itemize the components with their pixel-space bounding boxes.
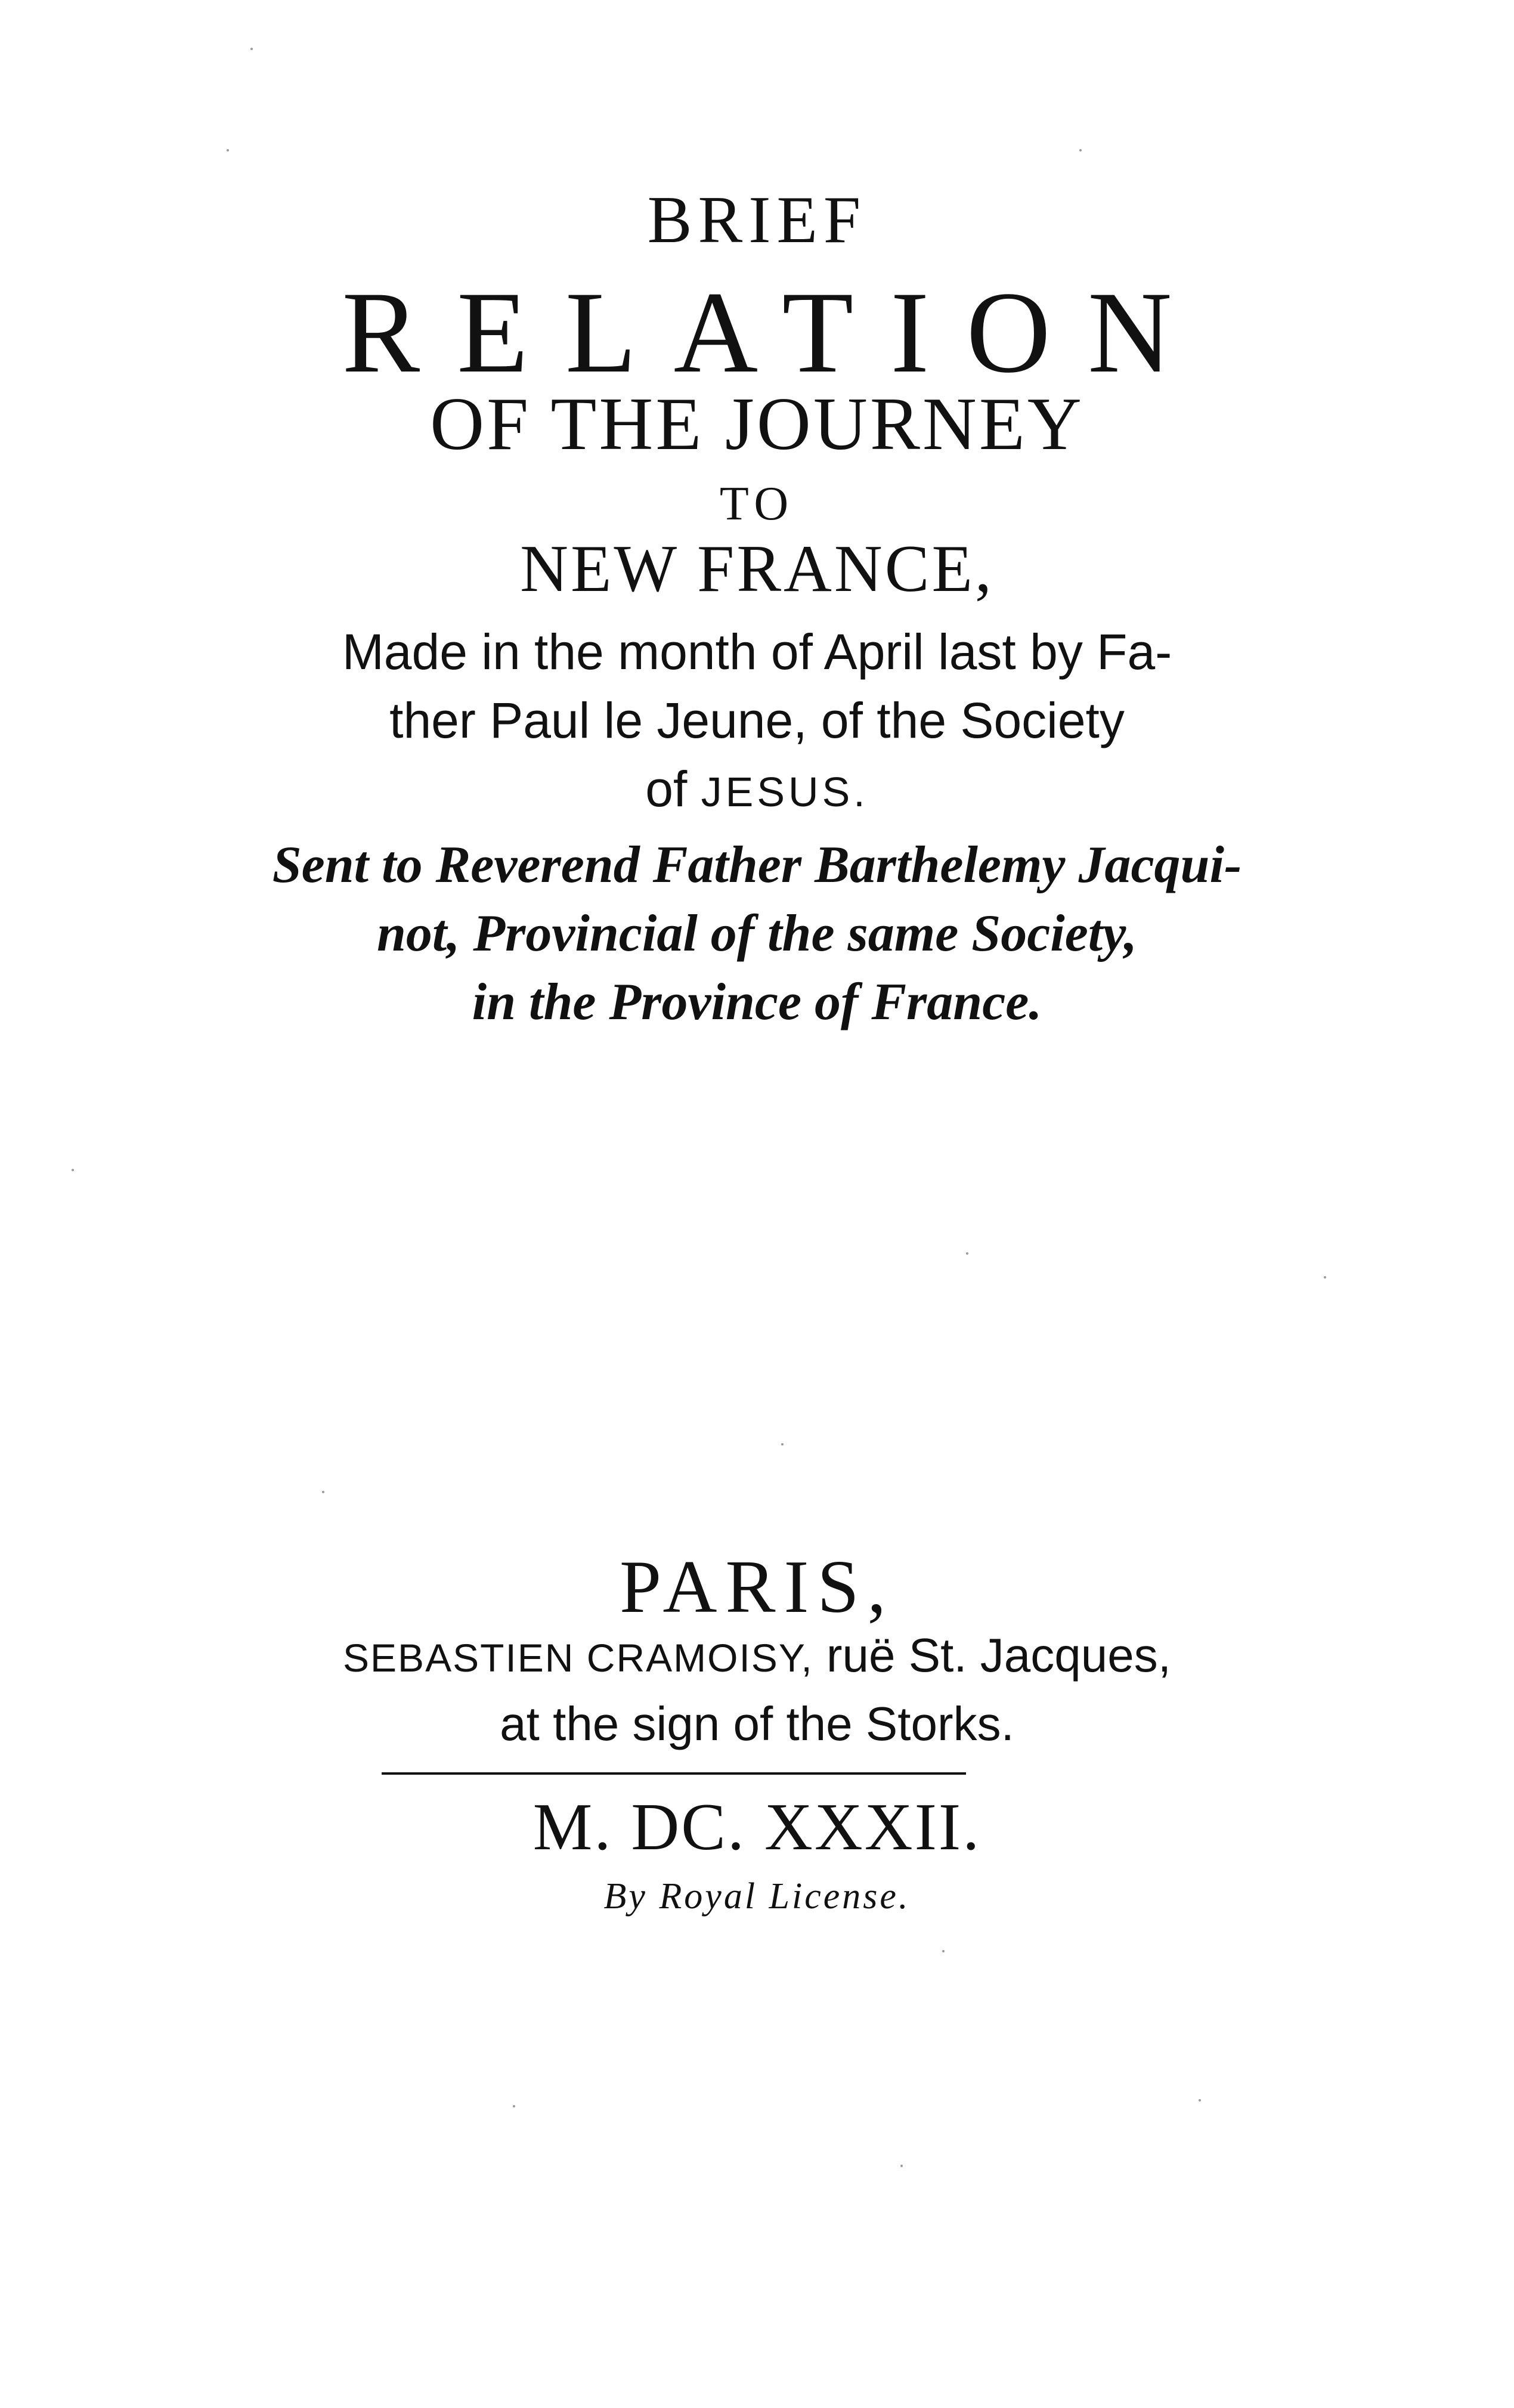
dedication-line-3: in the Province of France. <box>472 973 1042 1031</box>
imprint-year: M. DC. XXXII. <box>532 1790 982 1864</box>
imprint-license: By Royal License. <box>603 1876 911 1917</box>
subtitle-line-3-prefix: of <box>645 761 701 817</box>
title-new-france: NEW FRANCE, <box>520 532 994 606</box>
scan-speck <box>72 1169 74 1171</box>
publisher-name: SEBASTIEN CRAMOISY, <box>343 1636 813 1680</box>
scan-speck <box>250 48 253 50</box>
jesus-text: JESUS. <box>701 769 869 815</box>
imprint-city: PARIS, <box>619 1546 895 1629</box>
title-relation: RELATION <box>342 268 1209 397</box>
publisher-address: ruë St. Jacques, <box>813 1629 1171 1682</box>
scan-speck <box>1079 149 1082 151</box>
subtitle-line-3 <box>0 760 1514 818</box>
jesus-small-caps <box>701 769 869 815</box>
scan-speck <box>513 2105 515 2107</box>
scan-speck <box>966 1252 968 1255</box>
horizontal-rule <box>382 1772 966 1775</box>
subtitle-line-1: Made in the month of April last by Fa- <box>342 624 1172 680</box>
scan-speck <box>942 1950 945 1952</box>
scan-speck <box>227 149 229 151</box>
subtitle-line-2: ther Paul le Jeune, of the Society <box>389 692 1125 748</box>
scan-speck <box>1324 1276 1326 1279</box>
dedication-line-1: Sent to Reverend Father Barthelemy Jacqui- <box>272 836 1242 894</box>
scan-speck <box>322 1491 324 1493</box>
scan-speck <box>1199 2099 1201 2101</box>
title-brief: BRIEF <box>647 183 867 257</box>
scan-speck <box>900 2165 903 2167</box>
title-to: TO <box>719 478 795 530</box>
title-journey: OF THE JOURNEY <box>430 383 1084 466</box>
scan-speck <box>781 1443 784 1446</box>
dedication-line-2: not, Provincial of the same Society, <box>376 905 1138 962</box>
imprint-publisher <box>0 1628 1514 1683</box>
imprint-sign: at the sign of the Storks. <box>500 1697 1014 1750</box>
